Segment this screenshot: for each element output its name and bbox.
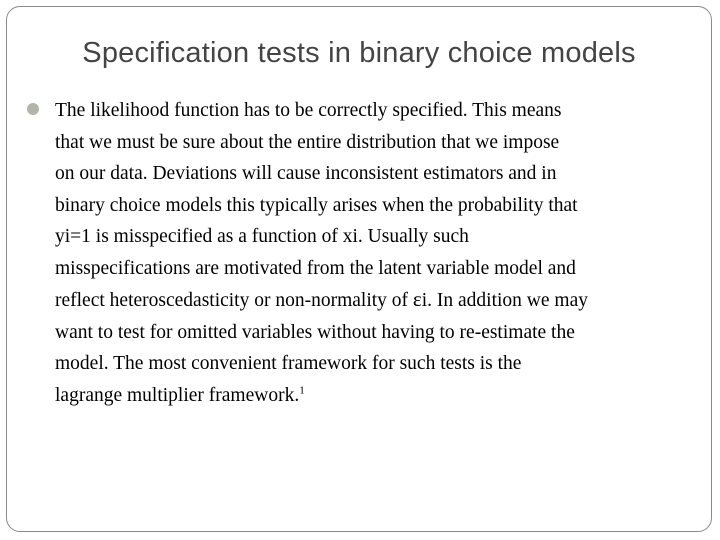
text-line-9 <box>55 348 705 380</box>
text-line-7-end: i. In addition we may <box>421 290 588 311</box>
text-line-8: want to test for omitted variables without having to re-estimate the <box>55 321 575 343</box>
text-line-7 <box>55 284 705 317</box>
footnote-mark: 1 <box>299 384 305 396</box>
text-line-10 <box>55 380 705 412</box>
text-line-5: yi=1 is misspecified as a function of xi. Usually such <box>55 226 469 247</box>
epsilon-symbol: ε <box>412 287 422 311</box>
slide-title: Specification tests in binary choice models <box>82 37 636 69</box>
text-line-3: on our data. Deviations will cause inconsistent estimators and in <box>55 163 557 184</box>
text-line-10-text: lagrange multiplier framework. <box>55 384 300 406</box>
text-line-6: misspecifications are motivated from the latent variable model and <box>55 257 576 279</box>
text-line-1: The likelihood function has to be correctly specified. This means <box>55 100 562 121</box>
text-line-4: binary choice models this typically arises when the probability that <box>55 194 578 216</box>
bullet-dot-icon <box>27 103 39 115</box>
text-line-7-start: reflect heteroscedasticity or non-normality of <box>55 290 413 311</box>
slide-frame <box>6 6 712 532</box>
text-line-9-text: model. The most convenient framework for such tests is the <box>55 353 522 374</box>
text-line-2: that we must be sure about the entire distribution that we impose <box>55 131 560 153</box>
bullet-text <box>55 95 705 411</box>
